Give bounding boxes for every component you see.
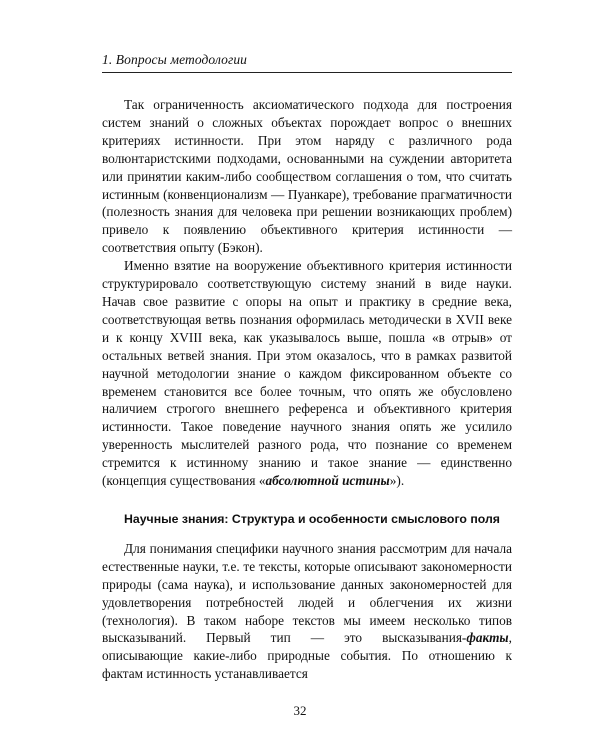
paragraph-2: [102, 257, 512, 490]
paragraph-2-text: Именно взятие на вооружение объективного критерия истинности структурировало соответствующую систему знаний в виде науки. Начав свое развитие с опоры на опыт и практику в средние века, соответствующая ветвь познания оформилась методически в XVII веке и к концу XVIII века, как указывалось выше, пошла «в отрыв» от остальных ветвей знания. При этом оказалось, что в рамках развитой научной методологии знание о каждом фиксированном объекте со временем становится все более точным, что опять же обусловлено наличием строгого внешнего референса и объективного критерия истинности. Такое поведение научного знания опять же усилило уверенность мыслителей разного рода, что познание со временем стремится к истинному знанию и такое знание — единственно (концепция существования «: [102, 258, 512, 489]
page-number: 32: [293, 703, 307, 718]
paragraph-3-text: Для понимания специфики научного знания рассмотрим для начала естественные науки, т.е. те тексты, которые описывают закономерности природы (сама наука), и использование данных закономерностей для удовлетворения потребностей людей и облегчения их жизни (технология). В таком наборе текстов мы имеем несколько типов высказываний. Первый тип — это высказывания-: [102, 540, 512, 646]
paragraph-3: [102, 540, 512, 683]
paragraph-2-end: »).: [389, 473, 405, 489]
paragraph-1: Так ограниченность аксиоматического подхода для построения систем знаний о сложных объектах порождает вопрос о внешних критериях истинности. При этом наряду с различного рода волюнтаристскими подходами, основанными на суждении авторитета или принятии каким-либо сообществом соглашения о том, что считать истинным (конвенционализм — Пуанкаре), требование прагматичности (полезность знания для человека при решении возникающих проблем) привело к появлению объективного критерия истинности — соответствия опыту (Бэкон).: [102, 97, 512, 256]
running-header: 1. Вопросы методологии: [102, 52, 512, 73]
emphasis-absolute-truth: абсолютной истины: [265, 473, 390, 489]
paragraph-3-end: , описывающие какие-либо природные события. По отношению к фактам истинность устанавливается: [102, 630, 512, 682]
emphasis-facts: факты: [466, 630, 509, 646]
section-heading: Научные знания: Структура и особенности смыслового поля: [124, 511, 500, 526]
page-body: [102, 96, 512, 683]
